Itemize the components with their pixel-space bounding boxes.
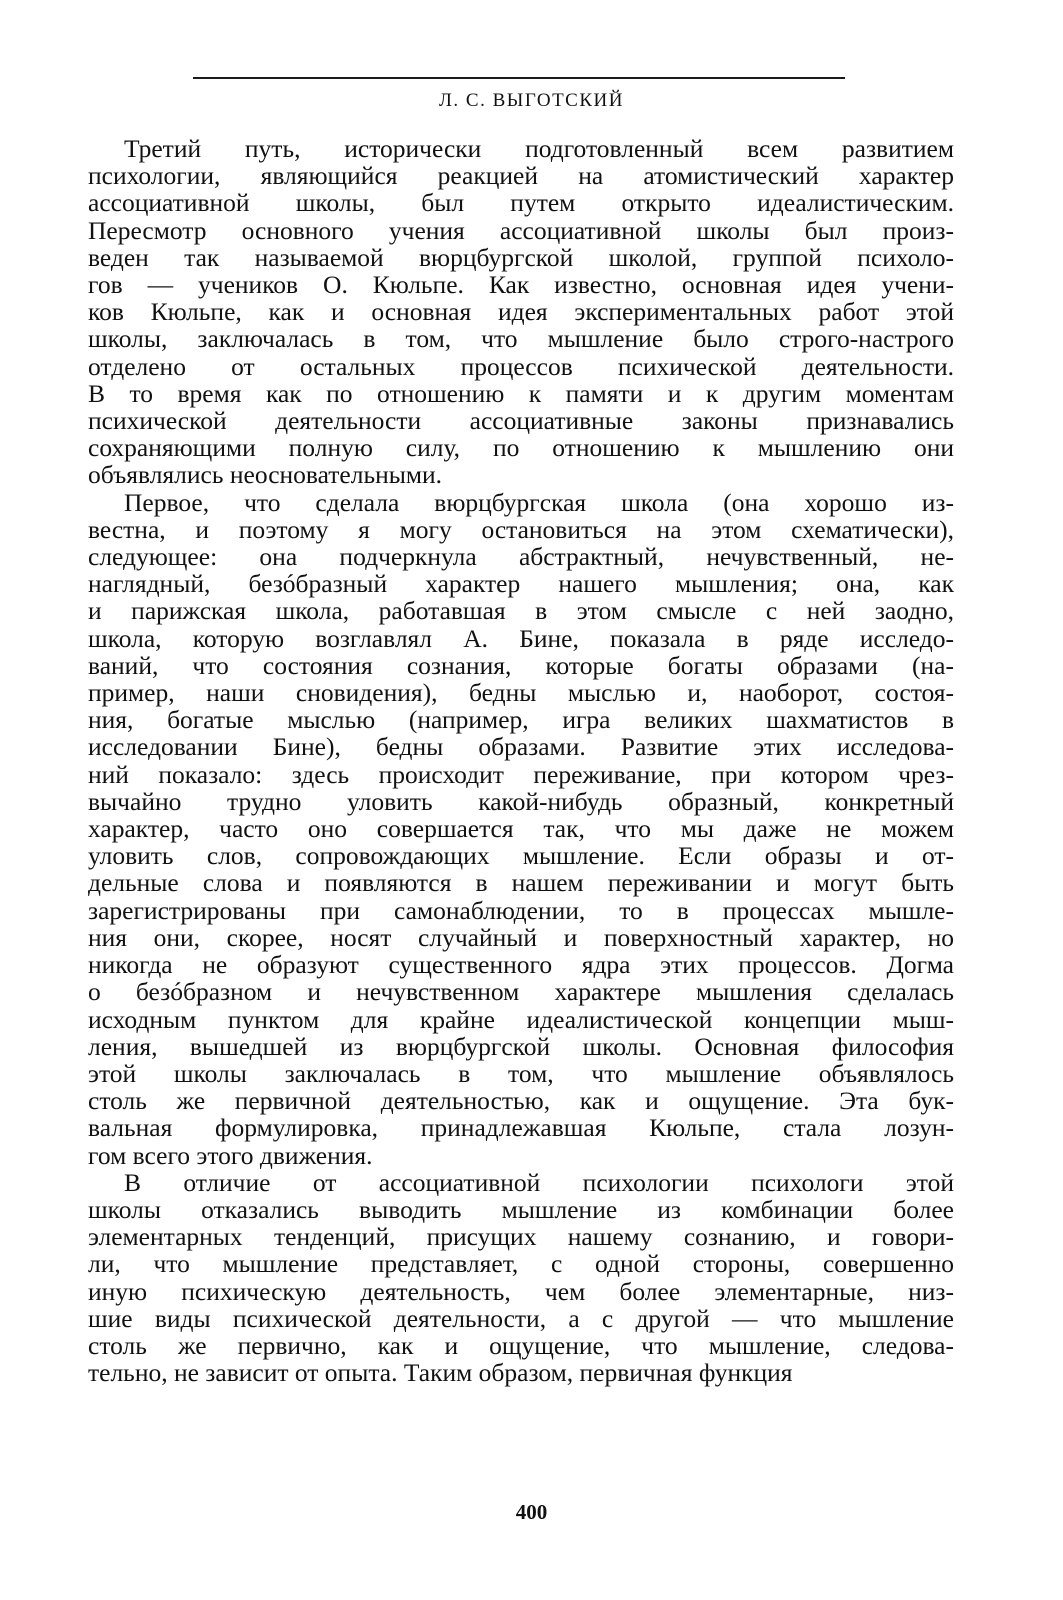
paragraph — [88, 489, 954, 1169]
text-line: этой школы заключалась в том, что мышление объявлялось — [88, 1058, 954, 1088]
text-line: столь же первично, как и ощущение, что мышление, следова- — [88, 1330, 954, 1360]
text-line: шие виды психической деятельности, а с другой — что мышление — [88, 1303, 954, 1333]
text-line: ния они, скорее, носят случайный и поверхностный характер, но — [88, 922, 954, 952]
text-line: зарегистрированы при самонаблюдении, то в процессах мышле- — [88, 895, 954, 925]
text-line: веден так называемой вюрцбургской школой, группой психоло- — [88, 242, 954, 272]
text-line: объявлялись неосновательными. — [88, 460, 443, 490]
text-line: В отличие от ассоциативной психологии психологи этой — [124, 1167, 954, 1197]
text-line: о безóбразном и нечувственном характере мышления сделалась — [88, 977, 954, 1007]
text-line: Пересмотр основного учения ассоциативной школы был произ- — [88, 215, 954, 245]
text-line: ния, богатые мыслью (например, игра великих шахматистов в — [88, 705, 954, 735]
text-line: столь же первичной деятельностью, как и ощущение. Эта бук- — [88, 1086, 954, 1116]
page-number: 400 — [515, 1500, 548, 1524]
text-line: школа, которую возглавлял А. Бине, показала в ряде исследо- — [88, 623, 954, 653]
text-line: и парижская школа, работавшая в этом смысле с ней заодно, — [88, 596, 954, 626]
body-text — [88, 135, 954, 1386]
text-line: ления, вышедшей из вюрцбургской школы. Основная философия — [88, 1031, 954, 1061]
text-line: ваний, что состояния сознания, которые богаты образами (на- — [88, 650, 954, 680]
text-line: характер, часто оно совершается так, что мы даже не можем — [88, 814, 954, 844]
header-rule — [193, 77, 845, 79]
text-line: психологии, являющийся реакцией на атомистический характер — [88, 161, 954, 191]
text-line: вальная формулировка, принадлежавшая Кюльпе, стала лозун- — [88, 1113, 954, 1143]
text-line: ний показало: здесь происходит переживание, при котором чрез- — [88, 759, 954, 789]
text-line: исходным пунктом для крайне идеалистической концепции мыш- — [88, 1004, 954, 1034]
text-line: В то время как по отношению к памяти и к другим моментам — [88, 378, 954, 408]
text-line: никогда не образуют существенного ядра этих процессов. Догма — [88, 950, 954, 980]
text-line: ассоциативной школы, был путем открыто идеалистическим. — [88, 188, 954, 218]
text-line: пример, наши сновидения), бедны мыслью и, наоборот, состоя- — [88, 678, 954, 708]
text-line: психической деятельности ассоциативные законы признавались — [88, 406, 954, 436]
paragraph — [88, 135, 954, 489]
text-line: вычайно трудно уловить какой-нибудь образный, конкретный — [88, 786, 954, 816]
text-line: наглядный, безóбразный характер нашего мышления; она, как — [88, 569, 954, 599]
text-line: сохраняющими полную силу, по отношению к мышлению они — [88, 433, 954, 463]
text-line: Первое, что сделала вюрцбургская школа (она хорошо из- — [124, 487, 954, 517]
text-line: иную психическую деятельность, чем более элементарные, низ- — [88, 1276, 954, 1306]
text-line: ков Кюльпе, как и основная идея экспериментальных работ этой — [88, 297, 954, 327]
text-line: уловить слов, сопровождающих мышление. Если образы и от- — [88, 841, 954, 871]
text-line: школы отказались выводить мышление из комбинации более — [88, 1194, 954, 1224]
text-line: исследовании Бине), бедны образами. Развитие этих исследова- — [88, 732, 954, 762]
text-line: гом всего этого движения. — [88, 1140, 373, 1170]
text-line: отделено от остальных процессов психической деятельности. — [88, 351, 954, 381]
text-line: следующее: она подчеркнула абстрактный, нечувственный, не- — [88, 542, 954, 572]
text-line: тельно, не зависит от опыта. Таким образом, первичная функция — [88, 1358, 793, 1388]
text-line: Третий путь, исторически подготовленный всем развитием — [124, 134, 954, 163]
text-line: ли, что мышление представляет, с одной стороны, совершенно — [88, 1249, 954, 1279]
text-line: школы, заключалась в том, что мышление было строго-настрого — [88, 324, 954, 354]
text-line: дельные слова и появляются в нашем переживании и могут быть — [88, 868, 954, 898]
text-line: элементарных тенденций, присущих нашему сознанию, и говори- — [88, 1222, 954, 1252]
text-line: гов — учеников О. Кюльпе. Как известно, основная идея учени- — [88, 270, 954, 300]
paragraph — [88, 1169, 954, 1387]
text-line: вестна, и поэтому я могу остановиться на этом схематически), — [88, 514, 954, 544]
running-title: Л. С. ВЫГОТСКИЙ — [439, 90, 624, 111]
